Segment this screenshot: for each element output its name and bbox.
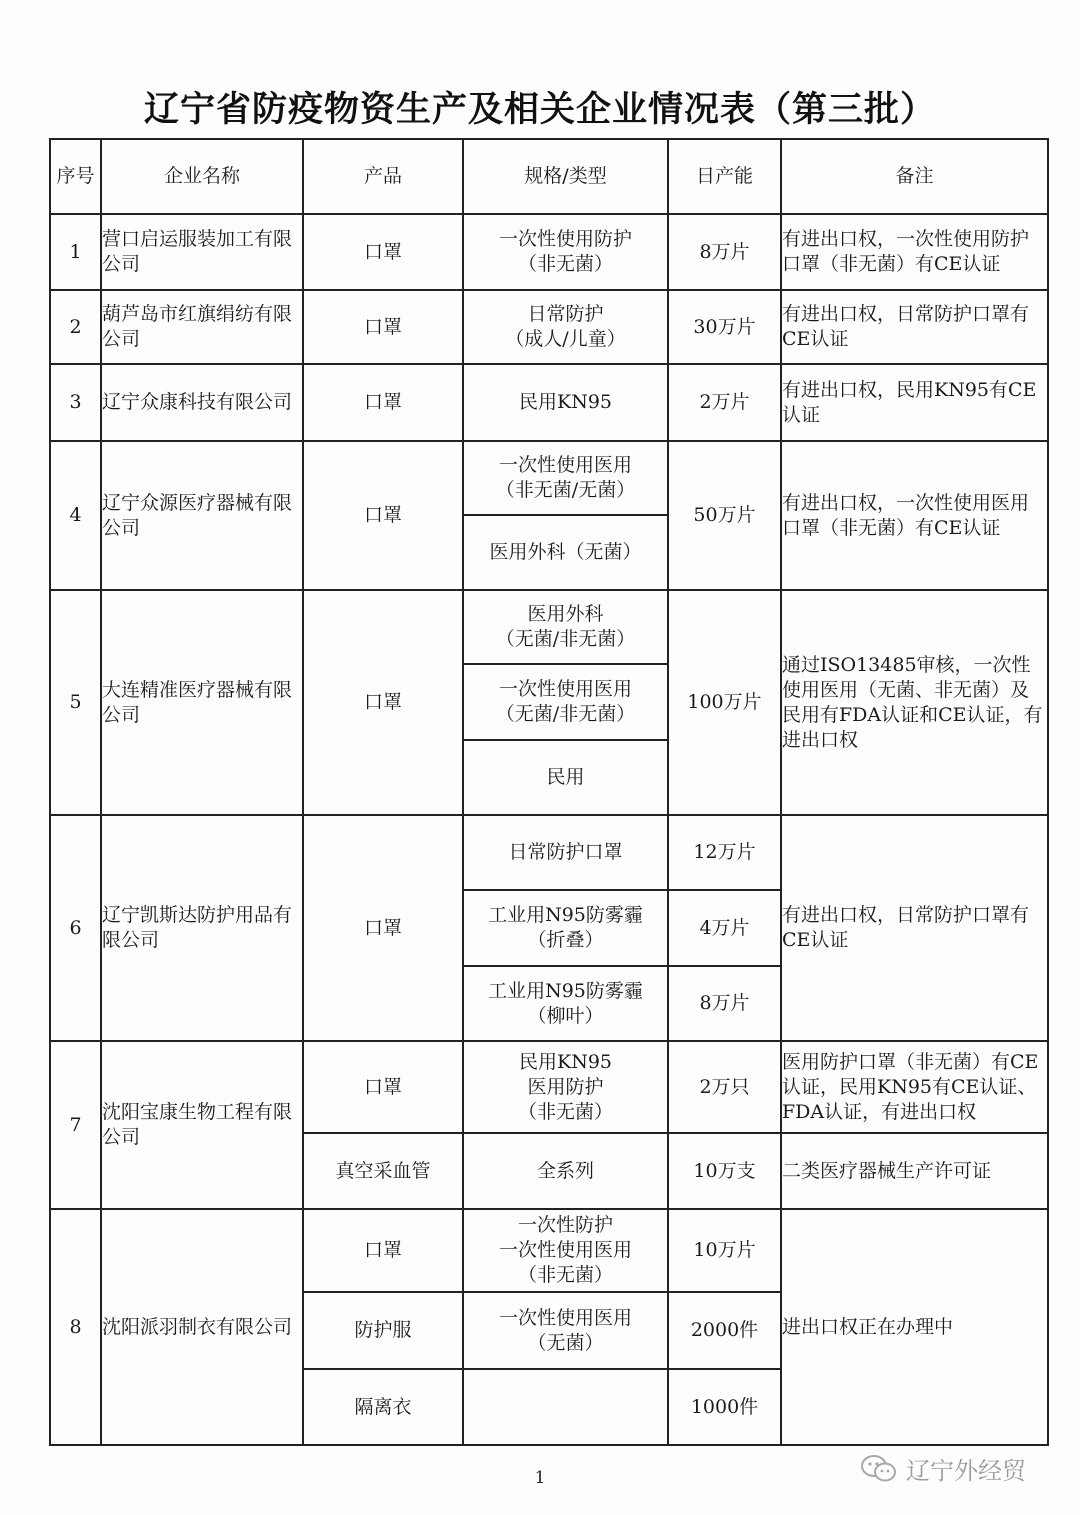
table-row <box>50 441 1048 515</box>
spec: 全系列 <box>463 1133 668 1209</box>
enterprise-table <box>49 138 1049 1446</box>
header-company: 企业名称 <box>101 139 303 214</box>
header-seq: 序号 <box>50 139 101 214</box>
product: 口罩 <box>303 364 463 441</box>
capacity: 8万片 <box>668 966 781 1041</box>
wechat-icon <box>860 1454 898 1484</box>
header-spec: 规格/类型 <box>463 139 668 214</box>
row-seq: 7 <box>50 1041 101 1209</box>
company-name: 营口启运服装加工有限公司 <box>101 214 303 290</box>
row-seq: 2 <box>50 290 101 364</box>
company-name: 葫芦岛市红旗绢纺有限公司 <box>101 290 303 364</box>
note: 有进出口权，民用KN95有CE认证 <box>781 364 1048 441</box>
row-seq: 4 <box>50 441 101 590</box>
table-row <box>50 290 1048 364</box>
table-header-row <box>50 139 1048 214</box>
spec: 民用KN95 医用防护 （非无菌） <box>463 1041 668 1133</box>
product: 口罩 <box>303 1041 463 1133</box>
capacity: 2000件 <box>668 1292 781 1369</box>
header-capacity: 日产能 <box>668 139 781 214</box>
company-name: 大连精准医疗器械有限公司 <box>101 590 303 815</box>
capacity: 10万支 <box>668 1133 781 1209</box>
capacity: 8万片 <box>668 214 781 290</box>
note: 医用防护口罩（非无菌）有CE认证，民用KN95有CE认证、FDA认证，有进出口权 <box>781 1041 1048 1133</box>
spec: 医用外科 （无菌/非无菌） <box>463 590 668 664</box>
table-row <box>50 214 1048 290</box>
company-name: 辽宁凯斯达防护用品有限公司 <box>101 815 303 1041</box>
company-name: 沈阳派羽制衣有限公司 <box>101 1209 303 1445</box>
header-note: 备注 <box>781 139 1048 214</box>
company-name: 沈阳宝康生物工程有限公司 <box>101 1041 303 1209</box>
capacity: 2万片 <box>668 364 781 441</box>
table-row <box>50 815 1048 890</box>
company-name: 辽宁众源医疗器械有限公司 <box>101 441 303 590</box>
spec: 日常防护口罩 <box>463 815 668 890</box>
row-seq: 6 <box>50 815 101 1041</box>
note: 二类医疗器械生产许可证 <box>781 1133 1048 1209</box>
capacity: 2万只 <box>668 1041 781 1133</box>
watermark-text: 辽宁外经贸 <box>906 1457 1026 1485</box>
spec: 医用外科（无菌） <box>463 515 668 590</box>
spec: 一次性使用防护 （非无菌） <box>463 214 668 290</box>
spec: 日常防护 （成人/儿童） <box>463 290 668 364</box>
header-product: 产品 <box>303 139 463 214</box>
spec: 工业用N95防雾霾 （柳叶） <box>463 966 668 1041</box>
spec: 一次性使用医用 （无菌/非无菌） <box>463 664 668 740</box>
product: 口罩 <box>303 441 463 590</box>
row-seq: 8 <box>50 1209 101 1445</box>
product: 口罩 <box>303 590 463 815</box>
table-row <box>50 590 1048 664</box>
note: 通过ISO13485审核，一次性使用医用（无菌、非无菌）及民用有FDA认证和CE认证，有进出口权 <box>781 590 1048 815</box>
table-row <box>50 1209 1048 1292</box>
spec <box>463 1369 668 1445</box>
watermark <box>860 1451 1026 1486</box>
spec: 一次性防护 一次性使用医用 （非无菌） <box>463 1209 668 1292</box>
page-number: 1 <box>534 1468 546 1488</box>
product: 防护服 <box>303 1292 463 1369</box>
note: 有进出口权，日常防护口罩有CE认证 <box>781 815 1048 1041</box>
note: 有进出口权，日常防护口罩有CE认证 <box>781 290 1048 364</box>
product: 口罩 <box>303 214 463 290</box>
spec: 民用 <box>463 740 668 815</box>
row-seq: 5 <box>50 590 101 815</box>
note: 有进出口权，一次性使用防护口罩（非无菌）有CE认证 <box>781 214 1048 290</box>
product: 隔离衣 <box>303 1369 463 1445</box>
capacity: 50万片 <box>668 441 781 590</box>
product: 口罩 <box>303 1209 463 1292</box>
capacity: 100万片 <box>668 590 781 815</box>
table-row <box>50 364 1048 441</box>
capacity: 12万片 <box>668 815 781 890</box>
note: 进出口权正在办理中 <box>781 1209 1048 1445</box>
capacity: 1000件 <box>668 1369 781 1445</box>
product: 口罩 <box>303 815 463 1041</box>
spec: 工业用N95防雾霾 （折叠） <box>463 890 668 966</box>
row-seq: 1 <box>50 214 101 290</box>
page-title: 辽宁省防疫物资生产及相关企业情况表（第三批） <box>143 90 936 130</box>
row-seq: 3 <box>50 364 101 441</box>
spec: 民用KN95 <box>463 364 668 441</box>
product: 口罩 <box>303 290 463 364</box>
company-name: 辽宁众康科技有限公司 <box>101 364 303 441</box>
spec: 一次性使用医用 （非无菌/无菌） <box>463 441 668 515</box>
capacity: 30万片 <box>668 290 781 364</box>
note: 有进出口权，一次性使用医用口罩（非无菌）有CE认证 <box>781 441 1048 590</box>
table-row <box>50 1041 1048 1133</box>
product: 真空采血管 <box>303 1133 463 1209</box>
capacity: 4万片 <box>668 890 781 966</box>
capacity: 10万片 <box>668 1209 781 1292</box>
spec: 一次性使用医用 （无菌） <box>463 1292 668 1369</box>
